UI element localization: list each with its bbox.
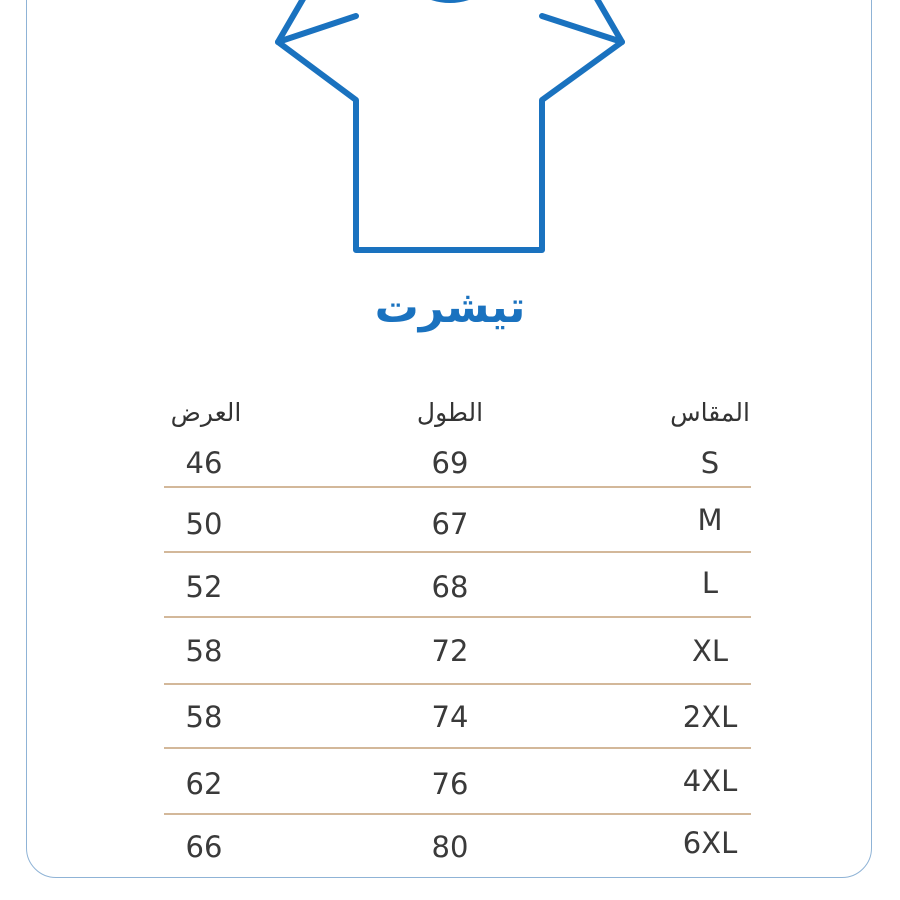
cell-width: 66 xyxy=(185,830,223,864)
cell-size: 2XL xyxy=(682,700,738,734)
row-divider xyxy=(164,683,751,685)
cell-length: 76 xyxy=(431,767,469,801)
tshirt-icon xyxy=(270,0,630,265)
header-length: الطول xyxy=(416,398,484,427)
cell-width: 62 xyxy=(185,767,223,801)
header-size: المقاس xyxy=(670,398,750,427)
cell-width: 50 xyxy=(185,507,223,541)
cell-width: 46 xyxy=(185,446,223,480)
cell-width: 58 xyxy=(185,700,223,734)
header-width: العرض xyxy=(170,398,242,427)
row-divider xyxy=(164,813,751,815)
cell-width: 52 xyxy=(185,570,223,604)
cell-size: L xyxy=(701,566,719,600)
cell-length: 69 xyxy=(431,446,469,480)
cell-size: S xyxy=(700,446,720,480)
cell-length: 74 xyxy=(431,700,469,734)
row-divider xyxy=(164,747,751,749)
cell-length: 68 xyxy=(431,570,469,604)
cell-width: 58 xyxy=(185,634,223,668)
page-title: تيشرت xyxy=(374,282,526,333)
cell-length: 72 xyxy=(431,634,469,668)
row-divider xyxy=(164,551,751,553)
cell-size: M xyxy=(697,503,723,537)
cell-size: 6XL xyxy=(682,826,738,860)
cell-length: 80 xyxy=(431,830,469,864)
cell-size: XL xyxy=(691,634,729,668)
cell-length: 67 xyxy=(431,507,469,541)
cell-size: 4XL xyxy=(682,764,738,798)
row-divider xyxy=(164,616,751,618)
row-divider xyxy=(164,486,751,488)
